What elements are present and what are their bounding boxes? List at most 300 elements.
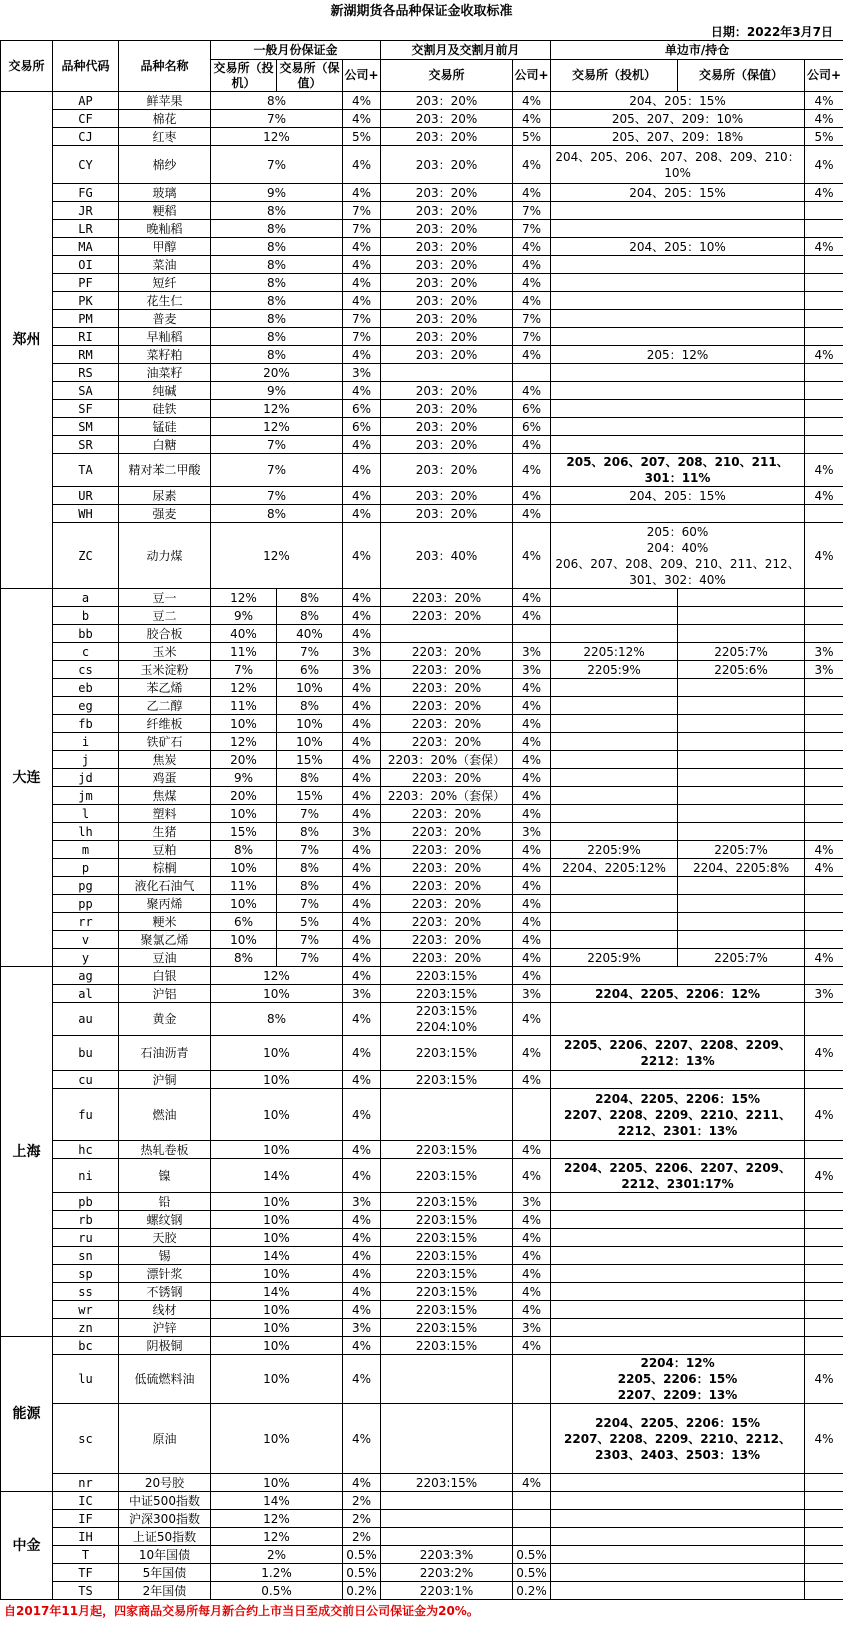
cell-unilateral-company xyxy=(805,1510,843,1528)
cell-code: l xyxy=(53,805,119,823)
cell-unilateral-hedge xyxy=(678,697,805,715)
cell-delivery-exch: 2203:15% xyxy=(381,1283,513,1301)
cell-code: CF xyxy=(53,110,119,128)
cell-delivery-company: 4% xyxy=(513,1337,551,1355)
cell-delivery-company: 4% xyxy=(513,110,551,128)
header-unilateral-company: 公司+ xyxy=(805,60,843,92)
cell-delivery-exch: 203：20% xyxy=(381,92,513,110)
cell-delivery-company: 4% xyxy=(513,487,551,505)
cell-delivery-exch: 2203：20%（套保） xyxy=(381,751,513,769)
cell-delivery-exch: 2203:15% xyxy=(381,1211,513,1229)
cell-unilateral-company xyxy=(805,1319,843,1337)
cell-unilateral-company xyxy=(805,1337,843,1355)
header-code: 品种代码 xyxy=(53,41,119,92)
cell-delivery-company: 4% xyxy=(513,1071,551,1089)
cell-unilateral-spec: 2204、2205:12% xyxy=(551,859,678,877)
cell-unilateral-spec xyxy=(551,1564,805,1582)
cell-delivery-company: 4% xyxy=(513,1159,551,1193)
table-row xyxy=(1,1089,843,1141)
cell-unilateral-company: 4% xyxy=(805,184,843,202)
cell-delivery-company: 4% xyxy=(513,1301,551,1319)
cell-general-spec: 10% xyxy=(211,931,277,949)
cell-code: ss xyxy=(53,1283,119,1301)
cell-unilateral-company xyxy=(805,1564,843,1582)
cell-delivery-exch: 203：20% xyxy=(381,292,513,310)
cell-general-company: 4% xyxy=(343,274,381,292)
cell-name: 棕榈 xyxy=(119,859,211,877)
cell-general-spec: 14% xyxy=(211,1283,343,1301)
table-row xyxy=(1,1546,843,1564)
cell-delivery-company: 4% xyxy=(513,895,551,913)
cell-name: 低硫燃料油 xyxy=(119,1355,211,1404)
cell-general-spec: 11% xyxy=(211,877,277,895)
cell-delivery-company: 4% xyxy=(513,949,551,967)
cell-general-hedge: 7% xyxy=(277,931,343,949)
cell-code: AP xyxy=(53,92,119,110)
cell-unilateral-hedge xyxy=(678,787,805,805)
cell-delivery-exch: 2203:15% xyxy=(381,967,513,985)
cell-unilateral-hedge: 2204、2205:8% xyxy=(678,859,805,877)
cell-name: 螺纹钢 xyxy=(119,1211,211,1229)
cell-name: 棉花 xyxy=(119,110,211,128)
cell-code: SA xyxy=(53,382,119,400)
cell-general-spec: 8% xyxy=(211,238,343,256)
cell-name: 焦煤 xyxy=(119,787,211,805)
cell-general-company: 4% xyxy=(343,769,381,787)
cell-name: 铁矿石 xyxy=(119,733,211,751)
cell-delivery-exch: 2203：20% xyxy=(381,823,513,841)
cell-general-spec: 10% xyxy=(211,1071,343,1089)
cell-unilateral-company xyxy=(805,913,843,931)
cell-delivery-company: 5% xyxy=(513,128,551,146)
cell-delivery-exch: 2203:15% xyxy=(381,1474,513,1492)
cell-code: SM xyxy=(53,418,119,436)
cell-general-spec: 11% xyxy=(211,643,277,661)
cell-name: 豆一 xyxy=(119,589,211,607)
cell-unilateral-spec xyxy=(551,418,805,436)
cell-general-hedge: 7% xyxy=(277,949,343,967)
cell-general-company: 4% xyxy=(343,1141,381,1159)
footer-note: 自2017年11月起，四家商品交易所每月新合约上市当日至成交前日公司保证金为20%。 xyxy=(4,1604,479,1618)
cell-code: IC xyxy=(53,1492,119,1510)
cell-general-spec: 8% xyxy=(211,841,277,859)
cell-unilateral-company xyxy=(805,877,843,895)
header-delivery-exch: 交易所 xyxy=(381,60,513,92)
cell-unilateral-spec xyxy=(551,1528,805,1546)
cell-unilateral-spec xyxy=(551,823,678,841)
cell-general-hedge: 7% xyxy=(277,841,343,859)
cell-delivery-company: 4% xyxy=(513,92,551,110)
cell-delivery-company: 7% xyxy=(513,310,551,328)
cell-general-company: 3% xyxy=(343,1193,381,1211)
cell-unilateral-spec xyxy=(551,607,678,625)
cell-code: SF xyxy=(53,400,119,418)
cell-general-hedge: 40% xyxy=(277,625,343,643)
table-row xyxy=(1,292,843,310)
cell-name: 豆二 xyxy=(119,607,211,625)
cell-unilateral-spec: 204、205：15% xyxy=(551,92,805,110)
cell-general-spec: 12% xyxy=(211,589,277,607)
cell-delivery-exch: 2203:15% xyxy=(381,1301,513,1319)
cell-general-spec: 9% xyxy=(211,184,343,202)
cell-general-company: 4% xyxy=(343,949,381,967)
cell-delivery-exch: 2203：20% xyxy=(381,769,513,787)
cell-delivery-company: 4% xyxy=(513,931,551,949)
cell-unilateral-company: 4% xyxy=(805,346,843,364)
cell-delivery-company xyxy=(513,1355,551,1404)
cell-delivery-exch: 2203：20% xyxy=(381,931,513,949)
cell-unilateral-company xyxy=(805,292,843,310)
cell-general-hedge: 8% xyxy=(277,607,343,625)
cell-general-company: 0.5% xyxy=(343,1564,381,1582)
cell-delivery-exch: 2203:15% xyxy=(381,1141,513,1159)
cell-delivery-exch: 203：20% xyxy=(381,487,513,505)
cell-unilateral-company: 4% xyxy=(805,454,843,487)
cell-code: lu xyxy=(53,1355,119,1404)
cell-general-company: 4% xyxy=(343,679,381,697)
table-row xyxy=(1,1355,843,1404)
table-row xyxy=(1,733,843,751)
cell-general-spec: 15% xyxy=(211,823,277,841)
cell-code: CJ xyxy=(53,128,119,146)
cell-unilateral-company xyxy=(805,1211,843,1229)
cell-name: 强麦 xyxy=(119,505,211,523)
table-row xyxy=(1,607,843,625)
cell-unilateral-company xyxy=(805,274,843,292)
cell-general-company: 4% xyxy=(343,110,381,128)
cell-general-company: 0.5% xyxy=(343,1546,381,1564)
cell-code: rb xyxy=(53,1211,119,1229)
cell-delivery-exch: 2203:2% xyxy=(381,1564,513,1582)
cell-name: 20号胶 xyxy=(119,1474,211,1492)
cell-general-spec: 12% xyxy=(211,1510,343,1528)
cell-name: 普麦 xyxy=(119,310,211,328)
cell-delivery-company: 4% xyxy=(513,292,551,310)
header-unilateral-hedge: 交易所（保值） xyxy=(678,60,805,92)
cell-unilateral-company xyxy=(805,1283,843,1301)
cell-name: 铅 xyxy=(119,1193,211,1211)
cell-unilateral-spec: 204、205：15% xyxy=(551,184,805,202)
cell-code: wr xyxy=(53,1301,119,1319)
cell-delivery-exch: 2203：20%（套保） xyxy=(381,787,513,805)
cell-delivery-company: 4% xyxy=(513,238,551,256)
cell-general-spec: 10% xyxy=(211,1319,343,1337)
cell-unilateral-company xyxy=(805,1546,843,1564)
cell-general-hedge: 8% xyxy=(277,877,343,895)
cell-delivery-company: 4% xyxy=(513,607,551,625)
cell-general-spec: 10% xyxy=(211,1265,343,1283)
cell-general-spec: 10% xyxy=(211,859,277,877)
cell-code: jd xyxy=(53,769,119,787)
cell-unilateral-spec: 2204、2205、2206：15% 2207、2208、2209、2210、2211、2212、2301：13% xyxy=(551,1089,805,1141)
table-row xyxy=(1,1036,843,1071)
cell-unilateral-spec xyxy=(551,769,678,787)
cell-delivery-company: 4% xyxy=(513,877,551,895)
cell-name: 热轧卷板 xyxy=(119,1141,211,1159)
cell-unilateral-spec xyxy=(551,505,805,523)
cell-unilateral-spec xyxy=(551,1283,805,1301)
table-row xyxy=(1,146,843,184)
cell-general-company: 4% xyxy=(343,436,381,454)
cell-code: ni xyxy=(53,1159,119,1193)
cell-name: 沪铜 xyxy=(119,1071,211,1089)
cell-delivery-exch xyxy=(381,625,513,643)
cell-name: 粳稻 xyxy=(119,202,211,220)
cell-delivery-exch: 203：20% xyxy=(381,454,513,487)
cell-general-hedge: 7% xyxy=(277,805,343,823)
table-row xyxy=(1,400,843,418)
cell-general-company: 4% xyxy=(343,1211,381,1229)
cell-delivery-exch: 2203：20% xyxy=(381,643,513,661)
cell-general-spec: 10% xyxy=(211,1089,343,1141)
cell-delivery-company: 4% xyxy=(513,146,551,184)
cell-name: 纤维板 xyxy=(119,715,211,733)
cell-general-spec: 9% xyxy=(211,769,277,787)
cell-delivery-exch: 2203：20% xyxy=(381,805,513,823)
cell-general-company: 3% xyxy=(343,661,381,679)
cell-general-spec: 7% xyxy=(211,454,343,487)
cell-name: 豆粕 xyxy=(119,841,211,859)
table-row xyxy=(1,202,843,220)
cell-unilateral-company: 4% xyxy=(805,110,843,128)
table-row xyxy=(1,436,843,454)
cell-delivery-exch: 2203:1% xyxy=(381,1582,513,1600)
cell-code: ag xyxy=(53,967,119,985)
cell-delivery-company: 4% xyxy=(513,679,551,697)
cell-delivery-exch: 203：20% xyxy=(381,256,513,274)
cell-delivery-exch xyxy=(381,1404,513,1474)
cell-general-company: 4% xyxy=(343,238,381,256)
cell-unilateral-company xyxy=(805,202,843,220)
table-row xyxy=(1,1141,843,1159)
table-row xyxy=(1,1528,843,1546)
table-row xyxy=(1,859,843,877)
cell-delivery-company: 0.5% xyxy=(513,1564,551,1582)
table-row xyxy=(1,1003,843,1036)
cell-delivery-exch: 2203:15% xyxy=(381,985,513,1003)
cell-name: 焦炭 xyxy=(119,751,211,769)
cell-unilateral-company xyxy=(805,607,843,625)
cell-general-hedge: 10% xyxy=(277,679,343,697)
cell-unilateral-spec: 205：60% 204：40% 206、207、208、209、210、211、212、301、302：40% xyxy=(551,523,805,589)
cell-unilateral-spec xyxy=(551,1247,805,1265)
cell-delivery-exch: 2203:15% xyxy=(381,1159,513,1193)
cell-general-company: 4% xyxy=(343,1159,381,1193)
cell-general-company: 4% xyxy=(343,877,381,895)
cell-delivery-company: 6% xyxy=(513,400,551,418)
cell-unilateral-company xyxy=(805,733,843,751)
cell-unilateral-spec xyxy=(551,589,678,607)
cell-general-company: 4% xyxy=(343,913,381,931)
cell-name: 玉米 xyxy=(119,643,211,661)
cell-code: y xyxy=(53,949,119,967)
cell-unilateral-hedge xyxy=(678,895,805,913)
cell-unilateral-company xyxy=(805,1193,843,1211)
cell-delivery-exch: 2203:3% xyxy=(381,1546,513,1564)
cell-general-spec: 1.2% xyxy=(211,1564,343,1582)
table-row xyxy=(1,310,843,328)
cell-delivery-company: 4% xyxy=(513,733,551,751)
cell-general-spec: 8% xyxy=(211,92,343,110)
cell-name: 菜油 xyxy=(119,256,211,274)
table-row xyxy=(1,643,843,661)
cell-delivery-exch: 2203：20% xyxy=(381,661,513,679)
cell-unilateral-spec: 204、205、206、207、208、209、210：10% xyxy=(551,146,805,184)
cell-delivery-exch: 2203:15% xyxy=(381,1247,513,1265)
cell-unilateral-company xyxy=(805,1003,843,1036)
cell-delivery-exch: 2203:15% xyxy=(381,1036,513,1071)
cell-unilateral-company xyxy=(805,1071,843,1089)
cell-general-company: 4% xyxy=(343,1355,381,1404)
cell-delivery-company: 4% xyxy=(513,787,551,805)
cell-name: 线材 xyxy=(119,1301,211,1319)
cell-delivery-exch: 2203：20% xyxy=(381,895,513,913)
cell-delivery-exch: 2203:15% xyxy=(381,1193,513,1211)
cell-unilateral-spec xyxy=(551,1141,805,1159)
cell-general-spec: 7% xyxy=(211,146,343,184)
cell-code: b xyxy=(53,607,119,625)
cell-code: c xyxy=(53,643,119,661)
cell-delivery-exch: 2203：20% xyxy=(381,607,513,625)
cell-delivery-company: 7% xyxy=(513,202,551,220)
cell-general-company: 4% xyxy=(343,1404,381,1474)
table-row xyxy=(1,715,843,733)
cell-general-spec: 10% xyxy=(211,1211,343,1229)
table-row xyxy=(1,274,843,292)
cell-general-company: 4% xyxy=(343,1474,381,1492)
cell-unilateral-company xyxy=(805,715,843,733)
cell-general-company: 6% xyxy=(343,418,381,436)
cell-unilateral-hedge: 2205:7% xyxy=(678,841,805,859)
cell-general-hedge: 15% xyxy=(277,787,343,805)
cell-code: bb xyxy=(53,625,119,643)
cell-unilateral-company: 3% xyxy=(805,643,843,661)
cell-general-company: 4% xyxy=(343,625,381,643)
cell-general-spec: 7% xyxy=(211,661,277,679)
cell-unilateral-spec xyxy=(551,1265,805,1283)
cell-name: 上证50指数 xyxy=(119,1528,211,1546)
cell-general-company: 2% xyxy=(343,1492,381,1510)
cell-general-company: 4% xyxy=(343,1265,381,1283)
cell-delivery-company: 6% xyxy=(513,418,551,436)
cell-name: 天胶 xyxy=(119,1229,211,1247)
cell-general-spec: 11% xyxy=(211,697,277,715)
cell-delivery-exch: 203：20% xyxy=(381,146,513,184)
cell-unilateral-spec xyxy=(551,931,678,949)
cell-delivery-exch xyxy=(381,1089,513,1141)
cell-delivery-company: 4% xyxy=(513,859,551,877)
cell-code: T xyxy=(53,1546,119,1564)
table-row xyxy=(1,1337,843,1355)
cell-general-spec: 10% xyxy=(211,895,277,913)
cell-unilateral-company xyxy=(805,1492,843,1510)
cell-unilateral-spec xyxy=(551,1337,805,1355)
cell-unilateral-hedge: 2205:6% xyxy=(678,661,805,679)
cell-general-spec: 7% xyxy=(211,110,343,128)
cell-general-spec: 12% xyxy=(211,523,343,589)
table-row xyxy=(1,220,843,238)
cell-name: 胶合板 xyxy=(119,625,211,643)
cell-general-company: 4% xyxy=(343,454,381,487)
cell-delivery-exch: 2203：20% xyxy=(381,697,513,715)
cell-unilateral-spec xyxy=(551,364,805,382)
cell-unilateral-spec xyxy=(551,895,678,913)
cell-unilateral-company xyxy=(805,1265,843,1283)
cell-unilateral-company: 4% xyxy=(805,859,843,877)
cell-delivery-exch: 2203：20% xyxy=(381,733,513,751)
cell-delivery-exch: 203：20% xyxy=(381,505,513,523)
cell-unilateral-spec xyxy=(551,292,805,310)
exchange-cell: 能源 xyxy=(1,1337,53,1492)
cell-general-spec: 7% xyxy=(211,436,343,454)
margin-table xyxy=(0,40,843,1600)
cell-general-hedge: 6% xyxy=(277,661,343,679)
cell-unilateral-company xyxy=(805,400,843,418)
cell-unilateral-spec xyxy=(551,1301,805,1319)
cell-general-spec: 10% xyxy=(211,1355,343,1404)
cell-delivery-exch: 203：20% xyxy=(381,418,513,436)
cell-general-company: 4% xyxy=(343,346,381,364)
cell-unilateral-spec xyxy=(551,1582,805,1600)
cell-delivery-company: 4% xyxy=(513,505,551,523)
table-row xyxy=(1,238,843,256)
cell-unilateral-spec xyxy=(551,1492,805,1510)
cell-unilateral-company xyxy=(805,931,843,949)
cell-unilateral-company: 3% xyxy=(805,985,843,1003)
cell-unilateral-company xyxy=(805,679,843,697)
cell-name: 镍 xyxy=(119,1159,211,1193)
cell-unilateral-spec xyxy=(551,913,678,931)
cell-general-spec: 12% xyxy=(211,128,343,146)
cell-general-spec: 10% xyxy=(211,1229,343,1247)
cell-general-company: 4% xyxy=(343,967,381,985)
cell-name: 阴极铜 xyxy=(119,1337,211,1355)
cell-general-company: 4% xyxy=(343,505,381,523)
header-unilateral: 单边市/持仓 xyxy=(551,41,843,60)
cell-unilateral-hedge xyxy=(678,715,805,733)
cell-name: 豆油 xyxy=(119,949,211,967)
cell-name: 晚籼稻 xyxy=(119,220,211,238)
cell-delivery-exch: 2203：20% xyxy=(381,913,513,931)
cell-general-hedge: 7% xyxy=(277,895,343,913)
cell-code: jm xyxy=(53,787,119,805)
cell-code: SR xyxy=(53,436,119,454)
cell-unilateral-company xyxy=(805,418,843,436)
cell-delivery-company: 4% xyxy=(513,697,551,715)
cell-unilateral-spec xyxy=(551,310,805,328)
cell-general-hedge: 10% xyxy=(277,733,343,751)
cell-general-spec: 8% xyxy=(211,346,343,364)
cell-general-company: 4% xyxy=(343,92,381,110)
cell-unilateral-spec: 2205:9% xyxy=(551,661,678,679)
cell-delivery-exch: 2203:15% xyxy=(381,1337,513,1355)
cell-delivery-company: 4% xyxy=(513,1036,551,1071)
cell-general-company: 4% xyxy=(343,256,381,274)
cell-name: 早籼稻 xyxy=(119,328,211,346)
cell-unilateral-hedge xyxy=(678,913,805,931)
cell-unilateral-company xyxy=(805,1229,843,1247)
cell-delivery-exch: 203：20% xyxy=(381,128,513,146)
cell-general-company: 3% xyxy=(343,1319,381,1337)
cell-code: PM xyxy=(53,310,119,328)
cell-general-company: 3% xyxy=(343,823,381,841)
cell-delivery-company: 4% xyxy=(513,715,551,733)
cell-delivery-exch: 203：20% xyxy=(381,382,513,400)
cell-delivery-company: 0.5% xyxy=(513,1546,551,1564)
table-row xyxy=(1,418,843,436)
cell-general-company: 4% xyxy=(343,733,381,751)
cell-code: PK xyxy=(53,292,119,310)
